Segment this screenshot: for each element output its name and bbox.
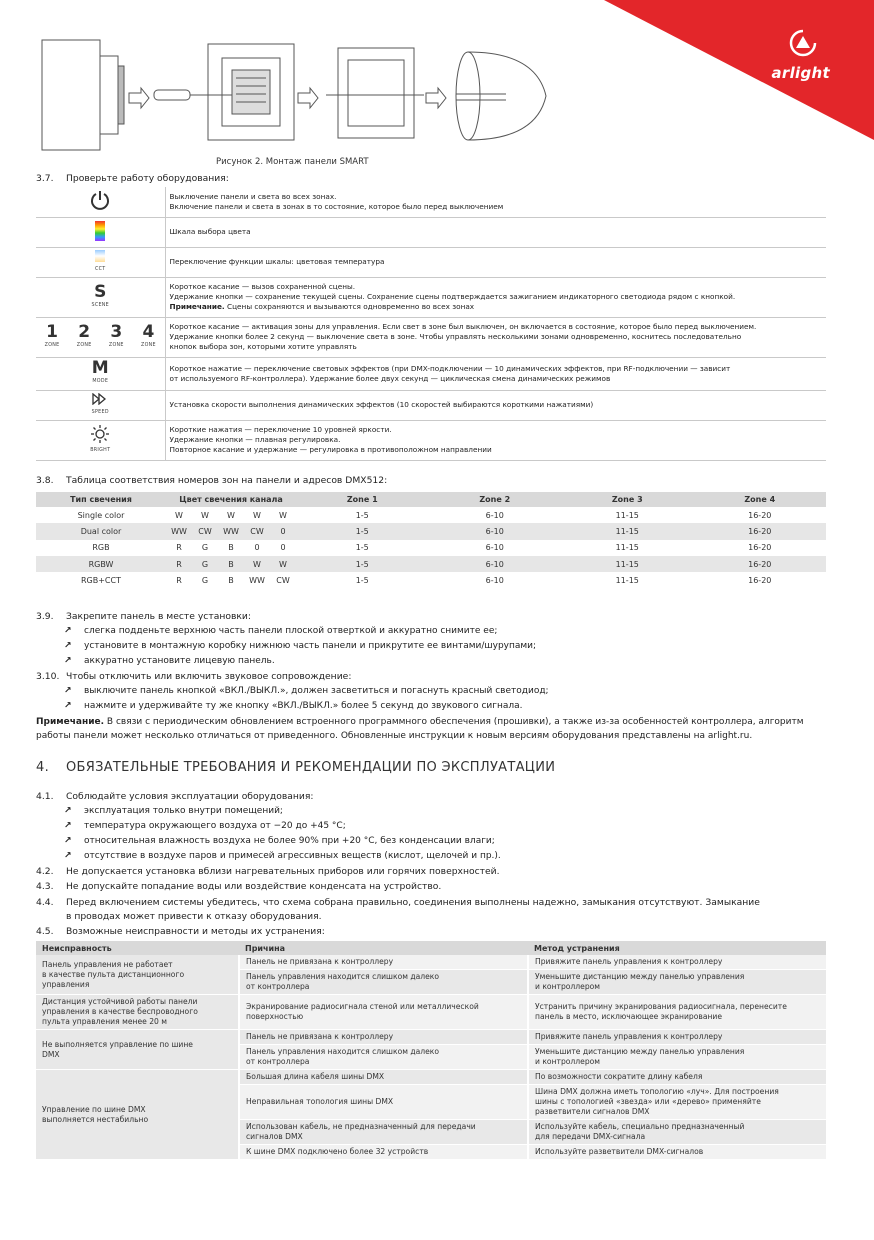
table-cell: 11-15 (561, 523, 694, 539)
table-cell: WW (218, 523, 244, 539)
list-item: ↗ температура окружающего воздуха от −20 до +45 °C; (64, 821, 346, 831)
table-cell: W (253, 510, 261, 520)
figure-caption: Рисунок 2. Монтаж панели SMART (216, 157, 369, 167)
table-row (36, 523, 826, 539)
table-cell: 11-15 (615, 575, 639, 585)
list-item: ↗ относительная влажность воздуха не более 90% при +20 °C, без конденсации влаги; (64, 836, 495, 846)
list-item: ↗ эксплуатация только внутри помещений; (64, 806, 283, 816)
function-row-cct: CCT Переключение функции шкалы: цветовая температура (36, 247, 826, 277)
table-cell: RGBW (36, 556, 166, 572)
table-cell: W (270, 556, 296, 572)
cause-cell: Панель управления находится слишком далеко от контроллера (239, 1045, 528, 1070)
cause-cell: Большая длина кабеля шины DMX (239, 1070, 528, 1085)
functions-table (36, 187, 826, 461)
list-item: ↗ слегка подденьте верхнюю часть панели плоской отверткой и аккуратно снимите ее; (64, 626, 498, 636)
table-cell: CW (276, 575, 290, 585)
function-row-color: Шкала выбора цвета (36, 217, 826, 247)
table-cell: 6-10 (429, 523, 562, 539)
function-row-mode: M MODE Короткое нажатие — переключение световых эффектов (при DMX-подключении — 10 динамических эффектов, при RF-подключении — зависит от используемого RF-контроллера). Удержание более двух секунд — циклическая смена динамических режимов (36, 357, 826, 390)
table-cell: 6-10 (485, 510, 504, 520)
fix-cell: Используйте разветвители DMX-сигналов (528, 1145, 826, 1160)
arlight-logo-icon (788, 28, 818, 58)
table-cell: 11-15 (561, 556, 694, 572)
function-row-scene: S SCENE Короткое касание — вызов сохраненной сцены. Удержание кнопки — сохранение текущей сцены. Сохранение сцены подтверждается зажиганием индикаторного светодиода рядом с кнопкой. Примечание. Сцены сохраняются и вызываются одновременно во всех зонах (36, 277, 826, 317)
color-scale-icon (95, 221, 105, 241)
fix-cell: Уменьшите дистанцию между панелью управления и контроллером (528, 970, 826, 995)
table-cell: 0 (280, 543, 286, 553)
section-4-4-heading: 4.4. Перед включением системы убедитесь, что схема собрана правильно, соединения выполнены надежно, замыкания отсутствуют. Замыкание в проводах может привести к отказу оборудования. (36, 897, 760, 922)
table-row (36, 1070, 826, 1085)
fault-cell: Панель управления не работает в качестве пульта дистанционного управления (36, 955, 239, 995)
list-item: ↗ установите в монтажную коробку нижнюю часть панели и прикрутите ее винтами/шурупами; (64, 641, 537, 651)
table-cell: 16-20 (748, 575, 772, 585)
zone-3-icon: 3 ZONE (108, 321, 124, 348)
installation-figure (36, 38, 556, 158)
function-row-brightness: BRIGHT Короткие нажатия — переключение 10 уровней яркости. Удержание кнопки — плавная регулировка. Повторное касание и удержание — регулировка в противоположном направлении (36, 420, 826, 460)
table-cell: W (175, 510, 183, 520)
power-icon (89, 189, 111, 211)
table-cell: 16-20 (748, 510, 772, 520)
section-4-5-heading: 4.5. Возможные неисправности и методы их устранения: (36, 926, 325, 937)
table-row (36, 572, 826, 588)
table-row (36, 556, 826, 572)
troubleshooting-table (36, 941, 826, 1160)
fix-cell: Устранить причину экранирования радиосигнала, перенесите панель в место, исключающее экранирование (528, 995, 826, 1030)
table-cell: B (218, 556, 244, 572)
function-row-zones: 1 ZONE 2 ZONE 3 ZONE 4 ZONE Короткое касание — активация зоны для управления. Если свет в зоне был выключен, он включается в состояние, которое было перед выключением. Удержание кнопки более 2 секунд — выключение света в зоне. Чтобы управлять несколькими зонами одновременно, коснитесь последовательно кнопок выбора зон, которыми хотите управлять (36, 317, 826, 357)
table-cell: 0 (270, 523, 296, 539)
dmx-table-header: Тип свечения Цвет свечения канала Zone 1 Zone 2 Zone 3 Zone 4 (36, 492, 826, 507)
table-cell: 11-15 (615, 543, 639, 553)
table-cell: R (166, 556, 192, 572)
list-item: ↗ выключите панель кнопкой «ВКЛ./ВЫКЛ.», должен засветиться и погаснуть красный светодиод; (64, 686, 549, 696)
table-cell: 0 (254, 543, 260, 553)
logo-background (604, 0, 874, 140)
list-item: ↗ отсутствие в воздухе паров и примесей агрессивных веществ (кислот, щелочей и пр.). (64, 851, 501, 861)
table-cell: B (228, 543, 234, 553)
function-row-speed: SPEED Установка скорости выполнения динамических эффектов (10 скоростей выбираются короткими нажатиями) (36, 390, 826, 420)
zone-2-icon: 2 ZONE (76, 321, 92, 348)
section-3-7-heading: 3.7. Проверьте работу оборудования: (36, 173, 229, 184)
troubleshooting-header: Неисправность Причина Метод устранения (36, 941, 826, 955)
cause-cell: Неправильная топология шины DMX (239, 1085, 528, 1120)
section-4-1-heading: 4.1. Соблюдайте условия эксплуатации оборудования: (36, 791, 314, 802)
table-cell: 11-15 (615, 510, 639, 520)
section-3-10-heading: 3.10. Чтобы отключить или включить звуковое сопровождение: (36, 671, 352, 682)
fix-cell: Уменьшите дистанцию между панелью управления и контроллером (528, 1045, 826, 1070)
table-cell: RGB+CCT (80, 575, 121, 585)
table-cell: CW (244, 523, 270, 539)
table-cell: CW (192, 523, 218, 539)
section-4-3-heading: 4.3. Не допускайте попадание воды или воздействие конденсата на устройство. (36, 881, 442, 892)
fix-cell: Используйте кабель, специально предназначенный для передачи DMX-сигнала (528, 1120, 826, 1145)
table-cell: G (192, 556, 218, 572)
table-cell: WW (249, 575, 265, 585)
zone-1-icon: 1 ZONE (44, 321, 60, 348)
table-cell: W (244, 556, 270, 572)
list-item: ↗ нажмите и удерживайте ту же кнопку «ВКЛ./ВЫКЛ.» более 5 секунд до звукового сигнала. (64, 701, 523, 711)
cause-cell: Использован кабель, не предназначенный для передачи сигналов DMX (239, 1120, 528, 1145)
table-cell: 1-5 (355, 543, 369, 553)
scene-icon: S (94, 281, 107, 302)
note-paragraph: Примечание. В связи с периодическим обновлением встроенного программного обеспечения (прошивки), а также из-за особенностей контроллера, алгоритм работы панели может несколько отличаться от приведенного. Обновленные инструкции к новым версиям оборудования представлены на arlight.ru. (36, 717, 804, 741)
table-cell: 1-5 (355, 510, 369, 520)
table-cell: 6-10 (485, 543, 504, 553)
fault-cell: Дистанция устойчивой работы панели управления в качестве беспроводного пульта управления менее 20 м (36, 995, 239, 1030)
section-4-heading: 4. ОБЯЗАТЕЛЬНЫЕ ТРЕБОВАНИЯ И РЕКОМЕНДАЦИИ ПО ЭКСПЛУАТАЦИИ (36, 760, 556, 775)
mode-icon: M (91, 358, 109, 378)
table-cell: Dual color (36, 523, 166, 539)
zone-icons (36, 321, 165, 351)
fix-cell: Привяжите панель управления к контроллеру (528, 1030, 826, 1045)
cct-icon (95, 250, 105, 262)
speed-icon (92, 393, 108, 405)
table-row (36, 1030, 826, 1045)
table-cell: RGB (92, 543, 110, 553)
table-cell: R (176, 575, 182, 585)
dmx-zone-table (36, 492, 826, 588)
table-cell: G (201, 575, 209, 585)
table-cell: 6-10 (429, 556, 562, 572)
brand-logo-text: arlight (771, 64, 830, 82)
fault-cell: Не выполняется управление по шине DMX (36, 1030, 239, 1070)
brightness-icon (91, 425, 109, 443)
cause-cell: Панель не привязана к контроллеру (239, 955, 528, 970)
table-row (36, 995, 826, 1030)
table-row (36, 540, 826, 556)
table-cell: Single color (77, 510, 125, 520)
table-cell: 1-5 (296, 523, 429, 539)
cause-cell: Панель управления находится слишком далеко от контроллера (239, 970, 528, 995)
table-row (36, 955, 826, 970)
table-cell: 16-20 (748, 543, 772, 553)
section-4-2-heading: 4.2. Не допускается установка вблизи нагревательных приборов или горячих поверхностей. (36, 866, 500, 877)
list-item: ↗ аккуратно установите лицевую панель. (64, 656, 275, 666)
table-cell: WW (166, 523, 192, 539)
table-cell: 1-5 (296, 556, 429, 572)
fault-cell: Управление по шине DMX выполняется нестабильно (36, 1070, 239, 1160)
fix-cell: По возможности сократите длину кабеля (528, 1070, 826, 1085)
fix-cell: Привяжите панель управления к контроллеру (528, 955, 826, 970)
table-cell: W (201, 510, 209, 520)
table-cell: G (201, 543, 209, 553)
fix-cell: Шина DMX должна иметь топологию «луч». Для построения шины с топологией «звезда» или «дерево» применяйте разветвители сигналов DMX (528, 1085, 826, 1120)
section-3-9-heading: 3.9. Закрепите панель в месте установки: (36, 611, 251, 622)
cause-cell: К шине DMX подключено более 32 устройств (239, 1145, 528, 1160)
cause-cell: Экранирование радиосигнала стеной или металлической поверхностью (239, 995, 528, 1030)
table-cell: B (228, 575, 234, 585)
cause-cell: Панель не привязана к контроллеру (239, 1030, 528, 1045)
table-cell: 1-5 (355, 575, 369, 585)
table-row (36, 507, 826, 523)
zone-4-icon: 4 ZONE (140, 321, 156, 348)
section-3-8-heading: 3.8. Таблица соответствия номеров зон на панели и адресов DMX512: (36, 475, 388, 486)
function-row-power: Выключение панели и света во всех зонах. Включение панели и света в зонах в то состояние, которое было перед выключением (36, 187, 826, 217)
table-cell: 16-20 (694, 556, 827, 572)
table-cell: 6-10 (485, 575, 504, 585)
table-cell: W (227, 510, 235, 520)
table-cell: W (279, 510, 287, 520)
table-cell: 16-20 (694, 523, 827, 539)
table-cell: R (176, 543, 182, 553)
